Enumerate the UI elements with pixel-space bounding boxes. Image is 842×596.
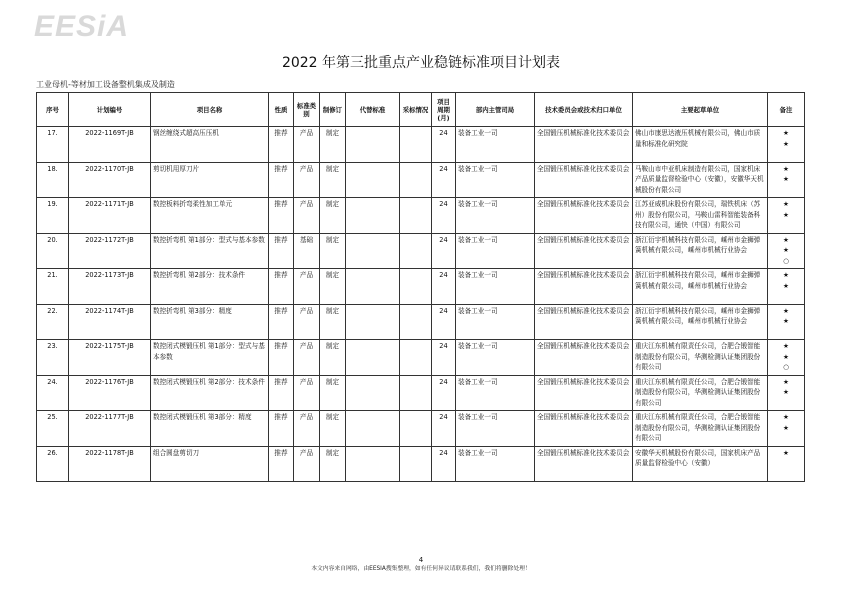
cell-name: 剪切机用厚刀片 — [151, 162, 269, 198]
cell-drafter: 重庆江东机械有限责任公司，合肥合锻智能制造股份有限公司，华测检测认证集团股份有限公司 — [633, 411, 768, 447]
cell-nature: 推荐 — [269, 162, 294, 198]
cell-adopt — [400, 198, 432, 234]
cell-category: 产品 — [294, 162, 320, 198]
col-header-adopt: 采标情况 — [400, 93, 432, 127]
cell-drafter: 浙江衍宇机械科技有限公司，嵊州市金狮弹簧机械有限公司，嵊州市机械行业协会 — [633, 233, 768, 269]
cell-category: 产品 — [294, 127, 320, 163]
cell-revise: 制定 — [320, 162, 346, 198]
col-header-code: 计划编号 — [69, 93, 151, 127]
cell-adopt — [400, 304, 432, 340]
cell-no: 25. — [37, 411, 69, 447]
star-mark-icon: ★ — [783, 423, 789, 432]
star-mark-icon: ★ — [783, 352, 789, 361]
cell-drafter: 重庆江东机械有限责任公司，合肥合锻智能制造股份有限公司，华测检测认证集团股份有限公司 — [633, 375, 768, 411]
cell-remark — [768, 411, 805, 447]
cell-tc: 全国锻压机械标准化技术委员会 — [535, 411, 633, 447]
cell-period: 24 — [432, 269, 456, 305]
star-mark-icon: ★ — [783, 129, 789, 137]
cell-remark — [768, 198, 805, 234]
cell-replace — [346, 233, 400, 269]
table-row — [37, 411, 805, 447]
cell-dept: 装备工业一司 — [456, 411, 535, 447]
standards-plan-table — [36, 92, 805, 482]
cell-revise: 制定 — [320, 411, 346, 447]
cell-drafter: 马鞍山市中亚机床制造有限公司，国家机床产品质量监督检验中心（安徽），安徽华天机械股份有限公司 — [633, 162, 768, 198]
cell-name: 钢丝缠绕式超高压压机 — [151, 127, 269, 163]
cell-name: 数控板料折弯柔性加工单元 — [151, 198, 269, 234]
table-row — [37, 162, 805, 198]
table-row — [37, 269, 805, 305]
cell-adopt — [400, 446, 432, 482]
cell-no: 21. — [37, 269, 69, 305]
cell-adopt — [400, 162, 432, 198]
cell-category: 产品 — [294, 411, 320, 447]
cell-name: 组合圆盘剪切刀 — [151, 446, 269, 482]
cell-dept: 装备工业一司 — [456, 127, 535, 163]
cell-dept: 装备工业一司 — [456, 269, 535, 305]
cell-remark — [768, 340, 805, 376]
cell-drafter: 安徽华天机械股份有限公司，国家机床产品质量监督检验中心（安徽） — [633, 446, 768, 482]
star-mark-icon: ★ — [783, 200, 789, 208]
cell-tc: 全国锻压机械标准化技术委员会 — [535, 233, 633, 269]
star-mark-icon: ★ — [783, 246, 789, 254]
cell-nature: 推荐 — [269, 340, 294, 376]
table-row — [37, 304, 805, 340]
cell-code: 2022-1173T-JB — [69, 269, 151, 305]
table-header-row — [37, 93, 805, 127]
star-mark-icon: ★ — [783, 210, 789, 219]
cell-period: 24 — [432, 446, 456, 482]
col-header-replace: 代替标准 — [346, 93, 400, 127]
cell-adopt — [400, 233, 432, 269]
cell-revise: 制定 — [320, 233, 346, 269]
cell-tc: 全国锻压机械标准化技术委员会 — [535, 162, 633, 198]
cell-name: 数控闭式模锻压机 第1部分：型式与基本参数 — [151, 340, 269, 376]
table-row — [37, 233, 805, 269]
table-row — [37, 375, 805, 411]
cell-nature: 推荐 — [269, 304, 294, 340]
cell-drafter: 江苏亚威机床股份有限公司，瑞铁机床（苏州）股份有限公司，马鞍山雷科智能装备科技有限公司，通快（中国）有限公司 — [633, 198, 768, 234]
cell-remark — [768, 162, 805, 198]
cell-revise: 制定 — [320, 446, 346, 482]
cell-remark — [768, 446, 805, 482]
cell-no: 17. — [37, 127, 69, 163]
cell-revise: 制定 — [320, 198, 346, 234]
cell-period: 24 — [432, 411, 456, 447]
cell-no: 23. — [37, 340, 69, 376]
col-header-period: 项目周期(月) — [432, 93, 456, 127]
cell-no: 20. — [37, 233, 69, 269]
cell-adopt — [400, 269, 432, 305]
cell-code: 2022-1175T-JB — [69, 340, 151, 376]
table-row — [37, 446, 805, 482]
cell-drafter: 浙江衍宇机械科技有限公司，嵊州市金狮弹簧机械有限公司，嵊州市机械行业协会 — [633, 269, 768, 305]
table-row — [37, 198, 805, 234]
cell-tc: 全国锻压机械标准化技术委员会 — [535, 304, 633, 340]
star-mark-icon: ★ — [783, 271, 789, 279]
cell-code: 2022-1176T-JB — [69, 375, 151, 411]
cell-nature: 推荐 — [269, 375, 294, 411]
cell-code: 2022-1174T-JB — [69, 304, 151, 340]
cell-adopt — [400, 375, 432, 411]
cell-category: 基础 — [294, 233, 320, 269]
cell-period: 24 — [432, 304, 456, 340]
cell-dept: 装备工业一司 — [456, 304, 535, 340]
cell-tc: 全国锻压机械标准化技术委员会 — [535, 446, 633, 482]
cell-nature: 推荐 — [269, 411, 294, 447]
star-mark-icon: ★ — [783, 235, 789, 244]
cell-replace — [346, 269, 400, 305]
star-mark-icon: ★ — [783, 306, 789, 315]
star-mark-icon: ★ — [783, 388, 789, 396]
star-mark-icon: ★ — [783, 164, 789, 173]
cell-drafter: 浙江衍宇机械科技有限公司，嵊州市金狮弹簧机械有限公司，嵊州市机械行业协会 — [633, 304, 768, 340]
cell-code: 2022-1171T-JB — [69, 198, 151, 234]
cell-remark — [768, 375, 805, 411]
cell-nature: 推荐 — [269, 269, 294, 305]
cell-no: 19. — [37, 198, 69, 234]
star-mark-icon: ★ — [783, 413, 789, 421]
cell-revise: 制定 — [320, 304, 346, 340]
eesia-logo: EESiA — [34, 10, 130, 43]
cell-no: 22. — [37, 304, 69, 340]
cell-revise: 制定 — [320, 269, 346, 305]
cell-replace — [346, 375, 400, 411]
cell-tc: 全国锻压机械标准化技术委员会 — [535, 198, 633, 234]
cell-adopt — [400, 340, 432, 376]
cell-name: 数控折弯机 第3部分：精度 — [151, 304, 269, 340]
cell-period: 24 — [432, 340, 456, 376]
cell-adopt — [400, 127, 432, 163]
footer-notice: 本文内容来自网络，由EESIA搜集整理，如有任何异议请联系我们，我们将删除处理！ — [311, 566, 531, 572]
cell-adopt — [400, 411, 432, 447]
col-header-tc: 技术委员会或技术归口单位 — [535, 93, 633, 127]
cell-category: 产品 — [294, 304, 320, 340]
cell-replace — [346, 127, 400, 163]
cell-name: 数控折弯机 第2部分：技术条件 — [151, 269, 269, 305]
cell-no: 18. — [37, 162, 69, 198]
cell-period: 24 — [432, 127, 456, 163]
cell-dept: 装备工业一司 — [456, 375, 535, 411]
cell-category: 产品 — [294, 340, 320, 376]
cell-dept: 装备工业一司 — [456, 162, 535, 198]
cell-name: 数控闭式模锻压机 第3部分：精度 — [151, 411, 269, 447]
circle-mark-icon: ○ — [783, 256, 789, 265]
cell-code: 2022-1178T-JB — [69, 446, 151, 482]
cell-period: 24 — [432, 375, 456, 411]
cell-dept: 装备工业一司 — [456, 340, 535, 376]
cell-nature: 推荐 — [269, 233, 294, 269]
cell-replace — [346, 162, 400, 198]
cell-dept: 装备工业一司 — [456, 233, 535, 269]
circle-mark-icon: ○ — [783, 363, 789, 371]
cell-dept: 装备工业一司 — [456, 198, 535, 234]
col-header-name: 项目名称 — [151, 93, 269, 127]
cell-category: 产品 — [294, 198, 320, 234]
cell-code: 2022-1170T-JB — [69, 162, 151, 198]
cell-replace — [346, 340, 400, 376]
table-subtitle: 工业母机-等材加工设备整机集成及制造 — [36, 80, 175, 89]
cell-no: 24. — [37, 375, 69, 411]
page-number: 4 — [418, 556, 424, 564]
col-header-category: 标准类别 — [294, 93, 320, 127]
star-mark-icon: ★ — [783, 139, 789, 148]
cell-period: 24 — [432, 162, 456, 198]
cell-remark — [768, 233, 805, 269]
cell-no: 26. — [37, 446, 69, 482]
table-row — [37, 340, 805, 376]
cell-replace — [346, 446, 400, 482]
col-header-dept: 部内主管司局 — [456, 93, 535, 127]
col-header-no: 序号 — [37, 93, 69, 127]
cell-remark — [768, 127, 805, 163]
star-mark-icon: ★ — [783, 448, 789, 457]
cell-code: 2022-1177T-JB — [69, 411, 151, 447]
cell-replace — [346, 198, 400, 234]
col-header-drafter: 主要起草单位 — [633, 93, 768, 127]
cell-nature: 推荐 — [269, 446, 294, 482]
col-header-remark: 备注 — [768, 93, 805, 127]
cell-code: 2022-1172T-JB — [69, 233, 151, 269]
star-mark-icon: ★ — [783, 281, 789, 290]
star-mark-icon: ★ — [783, 377, 789, 386]
cell-revise: 制定 — [320, 375, 346, 411]
star-mark-icon: ★ — [783, 175, 789, 183]
cell-replace — [346, 411, 400, 447]
cell-dept: 装备工业一司 — [456, 446, 535, 482]
cell-revise: 制定 — [320, 127, 346, 163]
cell-category: 产品 — [294, 446, 320, 482]
cell-tc: 全国锻压机械标准化技术委员会 — [535, 269, 633, 305]
cell-category: 产品 — [294, 375, 320, 411]
cell-drafter: 重庆江东机械有限责任公司，合肥合锻智能制造股份有限公司，华测检测认证集团股份有限公司 — [633, 340, 768, 376]
cell-remark — [768, 304, 805, 340]
cell-period: 24 — [432, 198, 456, 234]
cell-remark — [768, 269, 805, 305]
cell-tc: 全国锻压机械标准化技术委员会 — [535, 375, 633, 411]
col-header-nature: 性质 — [269, 93, 294, 127]
cell-category: 产品 — [294, 269, 320, 305]
cell-revise: 制定 — [320, 340, 346, 376]
cell-nature: 推荐 — [269, 127, 294, 163]
cell-name: 数控闭式模锻压机 第2部分：技术条件 — [151, 375, 269, 411]
cell-nature: 推荐 — [269, 198, 294, 234]
cell-tc: 全国锻压机械标准化技术委员会 — [535, 127, 633, 163]
cell-replace — [346, 304, 400, 340]
cell-period: 24 — [432, 233, 456, 269]
star-mark-icon: ★ — [783, 342, 789, 350]
star-mark-icon: ★ — [783, 317, 789, 325]
cell-tc: 全国锻压机械标准化技术委员会 — [535, 340, 633, 376]
table-row — [37, 127, 805, 163]
cell-code: 2022-1169T-JB — [69, 127, 151, 163]
col-header-revise: 制修订 — [320, 93, 346, 127]
page-title: 2022 年第三批重点产业稳链标准项目计划表 — [281, 55, 561, 71]
cell-name: 数控折弯机 第1部分：型式与基本参数 — [151, 233, 269, 269]
cell-drafter: 佛山市康思达液压机械有限公司，佛山市质量和标准化研究院 — [633, 127, 768, 163]
